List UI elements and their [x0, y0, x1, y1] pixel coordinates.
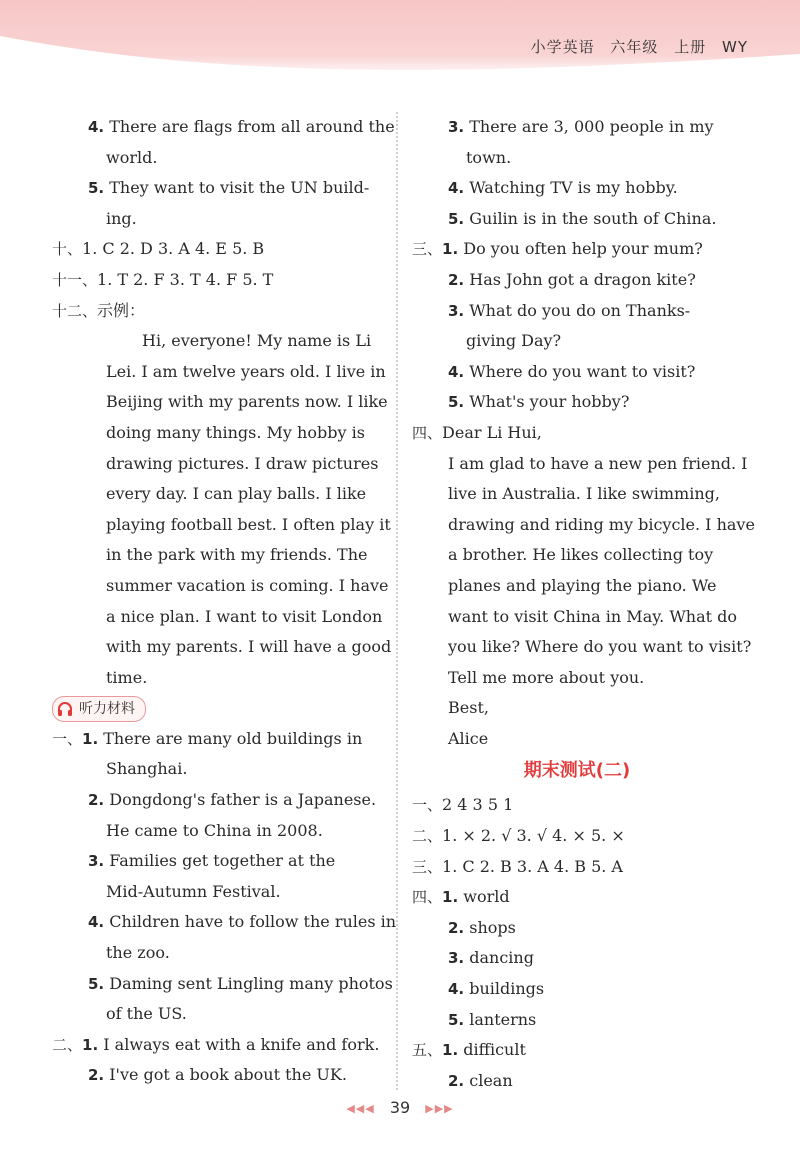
answer-text: doing many things. My hobby is — [106, 422, 365, 442]
right-line — [412, 479, 742, 510]
answer-text: 1. C 2. D 3. A 4. E 5. B — [82, 239, 265, 259]
page-footer — [0, 1098, 800, 1117]
item-number: 4. — [88, 118, 105, 136]
answer-text: 1. C 2. B 3. A 4. B 5. A — [442, 856, 623, 876]
answer-text: 示例： — [97, 300, 146, 320]
answer-text: Hi, everyone! My name is Li — [142, 331, 372, 351]
left-line — [52, 418, 382, 449]
exam-section-title: 期末测试(二) — [523, 760, 631, 782]
answer-text: giving Day? — [466, 331, 562, 351]
right-line — [412, 204, 742, 235]
answer-text: a brother. He likes collecting toy — [448, 545, 714, 565]
item-number: 4. — [448, 179, 465, 198]
answer-text: Watching TV is my hobby. — [469, 178, 678, 198]
answer-text: dancing — [469, 948, 534, 968]
column-divider — [396, 112, 398, 1090]
answer-text: What do you do on Thanks- — [469, 300, 691, 320]
right-line — [412, 602, 742, 633]
right-line — [412, 632, 752, 663]
item-number: 1. — [442, 1041, 459, 1060]
right-line — [412, 173, 742, 204]
answer-text: world. — [106, 147, 158, 167]
answer-text: you like? Where do you want to visit? — [448, 637, 752, 657]
item-number: 3. — [88, 852, 105, 871]
answer-text: Has John got a dragon kite? — [469, 269, 696, 289]
right-line — [412, 234, 742, 265]
answer-text: playing football best. I often play it — [106, 514, 391, 534]
answer-text: Alice — [448, 728, 489, 748]
answer-text: Daming sent Lingling many photos — [109, 973, 393, 993]
left-line — [52, 632, 392, 663]
headphone-icon — [57, 701, 73, 717]
answer-text: world — [463, 887, 510, 907]
answer-text: There are 3, 000 people in my — [469, 117, 714, 136]
answer-text: in the park with my friends. The — [106, 545, 368, 565]
answer-text: Beijing with my parents now. I like — [106, 392, 388, 412]
left-line — [52, 907, 397, 938]
left-line — [52, 602, 382, 633]
left-line — [52, 357, 386, 388]
left-line — [52, 693, 382, 724]
section-number: 五、 — [412, 1041, 443, 1060]
section-number: 二、 — [52, 1035, 83, 1054]
answer-text: They want to visit the UN build- — [109, 178, 370, 198]
item-number: 2. — [448, 918, 465, 937]
listening-material-label: 听力材料 — [79, 700, 135, 717]
section-number: 三、 — [412, 240, 443, 259]
answer-text: every day. I can play balls. I like — [106, 484, 367, 504]
right-line — [412, 449, 748, 480]
right-line — [412, 882, 742, 913]
item-number: 5. — [448, 209, 465, 228]
answer-text: a nice plan. I want to visit London — [106, 606, 383, 626]
left-line — [52, 387, 388, 418]
item-number: 1. — [442, 240, 459, 259]
answer-text: the zoo. — [106, 943, 170, 963]
item-number: 3. — [448, 949, 465, 968]
answer-text: He came to China in 2008. — [106, 820, 323, 840]
answer-text: drawing and riding my bicycle. I have — [448, 514, 755, 534]
section-number: 三、 — [412, 857, 443, 876]
answer-text: want to visit China in May. What do — [448, 606, 737, 626]
right-line — [412, 112, 742, 143]
item-number: 4. — [88, 913, 105, 932]
section-number: 一、 — [52, 729, 83, 748]
right-line — [412, 143, 742, 174]
left-line — [52, 449, 382, 480]
left-line — [52, 204, 382, 235]
answer-text: Where do you want to visit? — [469, 361, 696, 381]
section-number: 四、 — [412, 888, 443, 907]
answer-text: Dongdong's father is a Japanese. — [109, 790, 377, 810]
section-number: 十一、 — [52, 270, 98, 289]
left-line — [52, 877, 382, 908]
right-line — [412, 663, 742, 694]
header-grade: 六年级 — [610, 38, 659, 56]
answer-text: Children have to follow the rules in — [109, 912, 397, 932]
answer-text: There are flags from all around the — [109, 117, 395, 136]
answer-text: I am glad to have a new pen friend. I — [448, 453, 748, 473]
right-line — [412, 1035, 742, 1066]
page-number: 39 — [389, 1098, 411, 1117]
right-line — [412, 1005, 742, 1036]
left-line — [52, 785, 382, 816]
answer-text: There are many old buildings in — [103, 728, 363, 748]
left-line — [52, 112, 395, 143]
answer-text: with my parents. I will have a good — [106, 637, 392, 657]
answer-text: Families get together at the — [109, 851, 336, 871]
answer-text: Mid-Autumn Festival. — [106, 881, 281, 901]
left-line — [52, 571, 389, 602]
left-line — [52, 999, 382, 1030]
answer-text: of the US. — [106, 1004, 187, 1024]
left-line — [52, 540, 382, 571]
listening-material-tag — [52, 696, 146, 722]
left-column — [52, 112, 397, 1091]
answer-text: clean — [469, 1070, 513, 1090]
item-number: 1. — [82, 729, 99, 748]
right-line — [412, 540, 742, 571]
answer-text: Tell me more about you. — [448, 667, 645, 687]
section-number: 四、 — [412, 423, 443, 442]
right-line — [412, 693, 742, 724]
item-number: 3. — [448, 301, 465, 320]
right-line — [412, 510, 755, 541]
section-number: 二、 — [412, 827, 443, 846]
left-line — [52, 846, 382, 877]
item-number: 5. — [448, 1010, 465, 1029]
answer-text: Guilin is in the south of China. — [469, 208, 717, 228]
right-line — [412, 387, 742, 418]
item-number: 4. — [448, 362, 465, 381]
left-line — [52, 143, 382, 174]
item-number: 2. — [88, 1066, 105, 1085]
right-line — [412, 821, 742, 852]
left-line — [52, 326, 382, 357]
left-line — [52, 173, 382, 204]
header-book-info — [521, 36, 748, 57]
right-arrows-decoration: ▶▶▶ — [425, 1102, 454, 1115]
answer-text: shops — [469, 917, 516, 937]
left-line — [52, 296, 382, 327]
left-line — [52, 479, 382, 510]
answer-text: ing. — [106, 208, 137, 228]
answer-text: buildings — [469, 979, 545, 999]
answer-text: planes and playing the piano. We — [448, 575, 717, 595]
page-header — [0, 0, 800, 78]
right-line — [412, 1066, 742, 1097]
answer-text: Lei. I am twelve years old. I live in — [106, 361, 386, 381]
answer-text: summer vacation is coming. I have — [106, 575, 389, 595]
left-line — [52, 265, 382, 296]
answer-text: Shanghai. — [106, 759, 188, 779]
left-line — [52, 724, 382, 755]
answer-text: town. — [466, 147, 512, 167]
right-line — [412, 724, 742, 755]
item-number: 5. — [88, 974, 105, 993]
right-line — [412, 418, 742, 449]
answer-text: difficult — [463, 1040, 526, 1060]
header-subject: 小学英语 — [530, 38, 595, 56]
left-arrows-decoration: ◀◀◀ — [346, 1102, 375, 1115]
item-number: 1. — [442, 888, 459, 907]
left-line — [52, 938, 382, 969]
item-number: 3. — [448, 118, 465, 136]
answer-text: I always eat with a knife and fork. — [103, 1034, 380, 1054]
left-line — [52, 754, 382, 785]
left-line — [52, 969, 393, 1000]
right-line — [412, 326, 742, 357]
right-line — [412, 790, 742, 821]
header-edition: WY — [722, 38, 748, 56]
right-line — [412, 943, 742, 974]
answer-text: lanterns — [469, 1009, 537, 1029]
left-line — [52, 1060, 382, 1091]
left-line — [52, 816, 382, 847]
left-line — [52, 663, 382, 694]
answer-text: time. — [106, 667, 148, 687]
item-number: 5. — [88, 179, 105, 198]
left-line — [52, 1030, 382, 1061]
right-line — [412, 974, 742, 1005]
answer-text: 1. T 2. F 3. T 4. F 5. T — [97, 269, 274, 289]
answer-text: drawing pictures. I draw pictures — [106, 453, 379, 473]
right-line — [412, 913, 742, 944]
right-line — [412, 265, 742, 296]
left-line — [52, 510, 391, 541]
right-column — [412, 112, 755, 1096]
answer-text: 1. × 2. √ 3. √ 4. × 5. × — [442, 826, 625, 846]
answer-text: Dear Li Hui, — [442, 422, 542, 442]
item-number: 1. — [82, 1035, 99, 1054]
answer-text: I've got a book about the UK. — [109, 1065, 347, 1085]
answer-text: Best, — [448, 698, 489, 718]
right-line — [412, 296, 742, 327]
right-line — [412, 852, 742, 883]
answer-text: live in Australia. I like swimming, — [448, 484, 720, 504]
section-number: 一、 — [412, 796, 443, 815]
item-number: 5. — [448, 393, 465, 412]
section-number: 十、 — [52, 240, 83, 259]
item-number: 4. — [448, 980, 465, 999]
left-line — [52, 234, 382, 265]
item-number: 2. — [88, 791, 105, 810]
item-number: 2. — [448, 1071, 465, 1090]
section-number: 十二、 — [52, 301, 98, 320]
answer-text: Do you often help your mum? — [463, 239, 703, 259]
answer-text: What's your hobby? — [469, 392, 630, 412]
right-line — [412, 571, 742, 602]
answer-text: 2 4 3 5 1 — [442, 795, 514, 815]
right-line — [412, 357, 742, 388]
header-volume: 上册 — [674, 38, 707, 56]
item-number: 2. — [448, 270, 465, 289]
